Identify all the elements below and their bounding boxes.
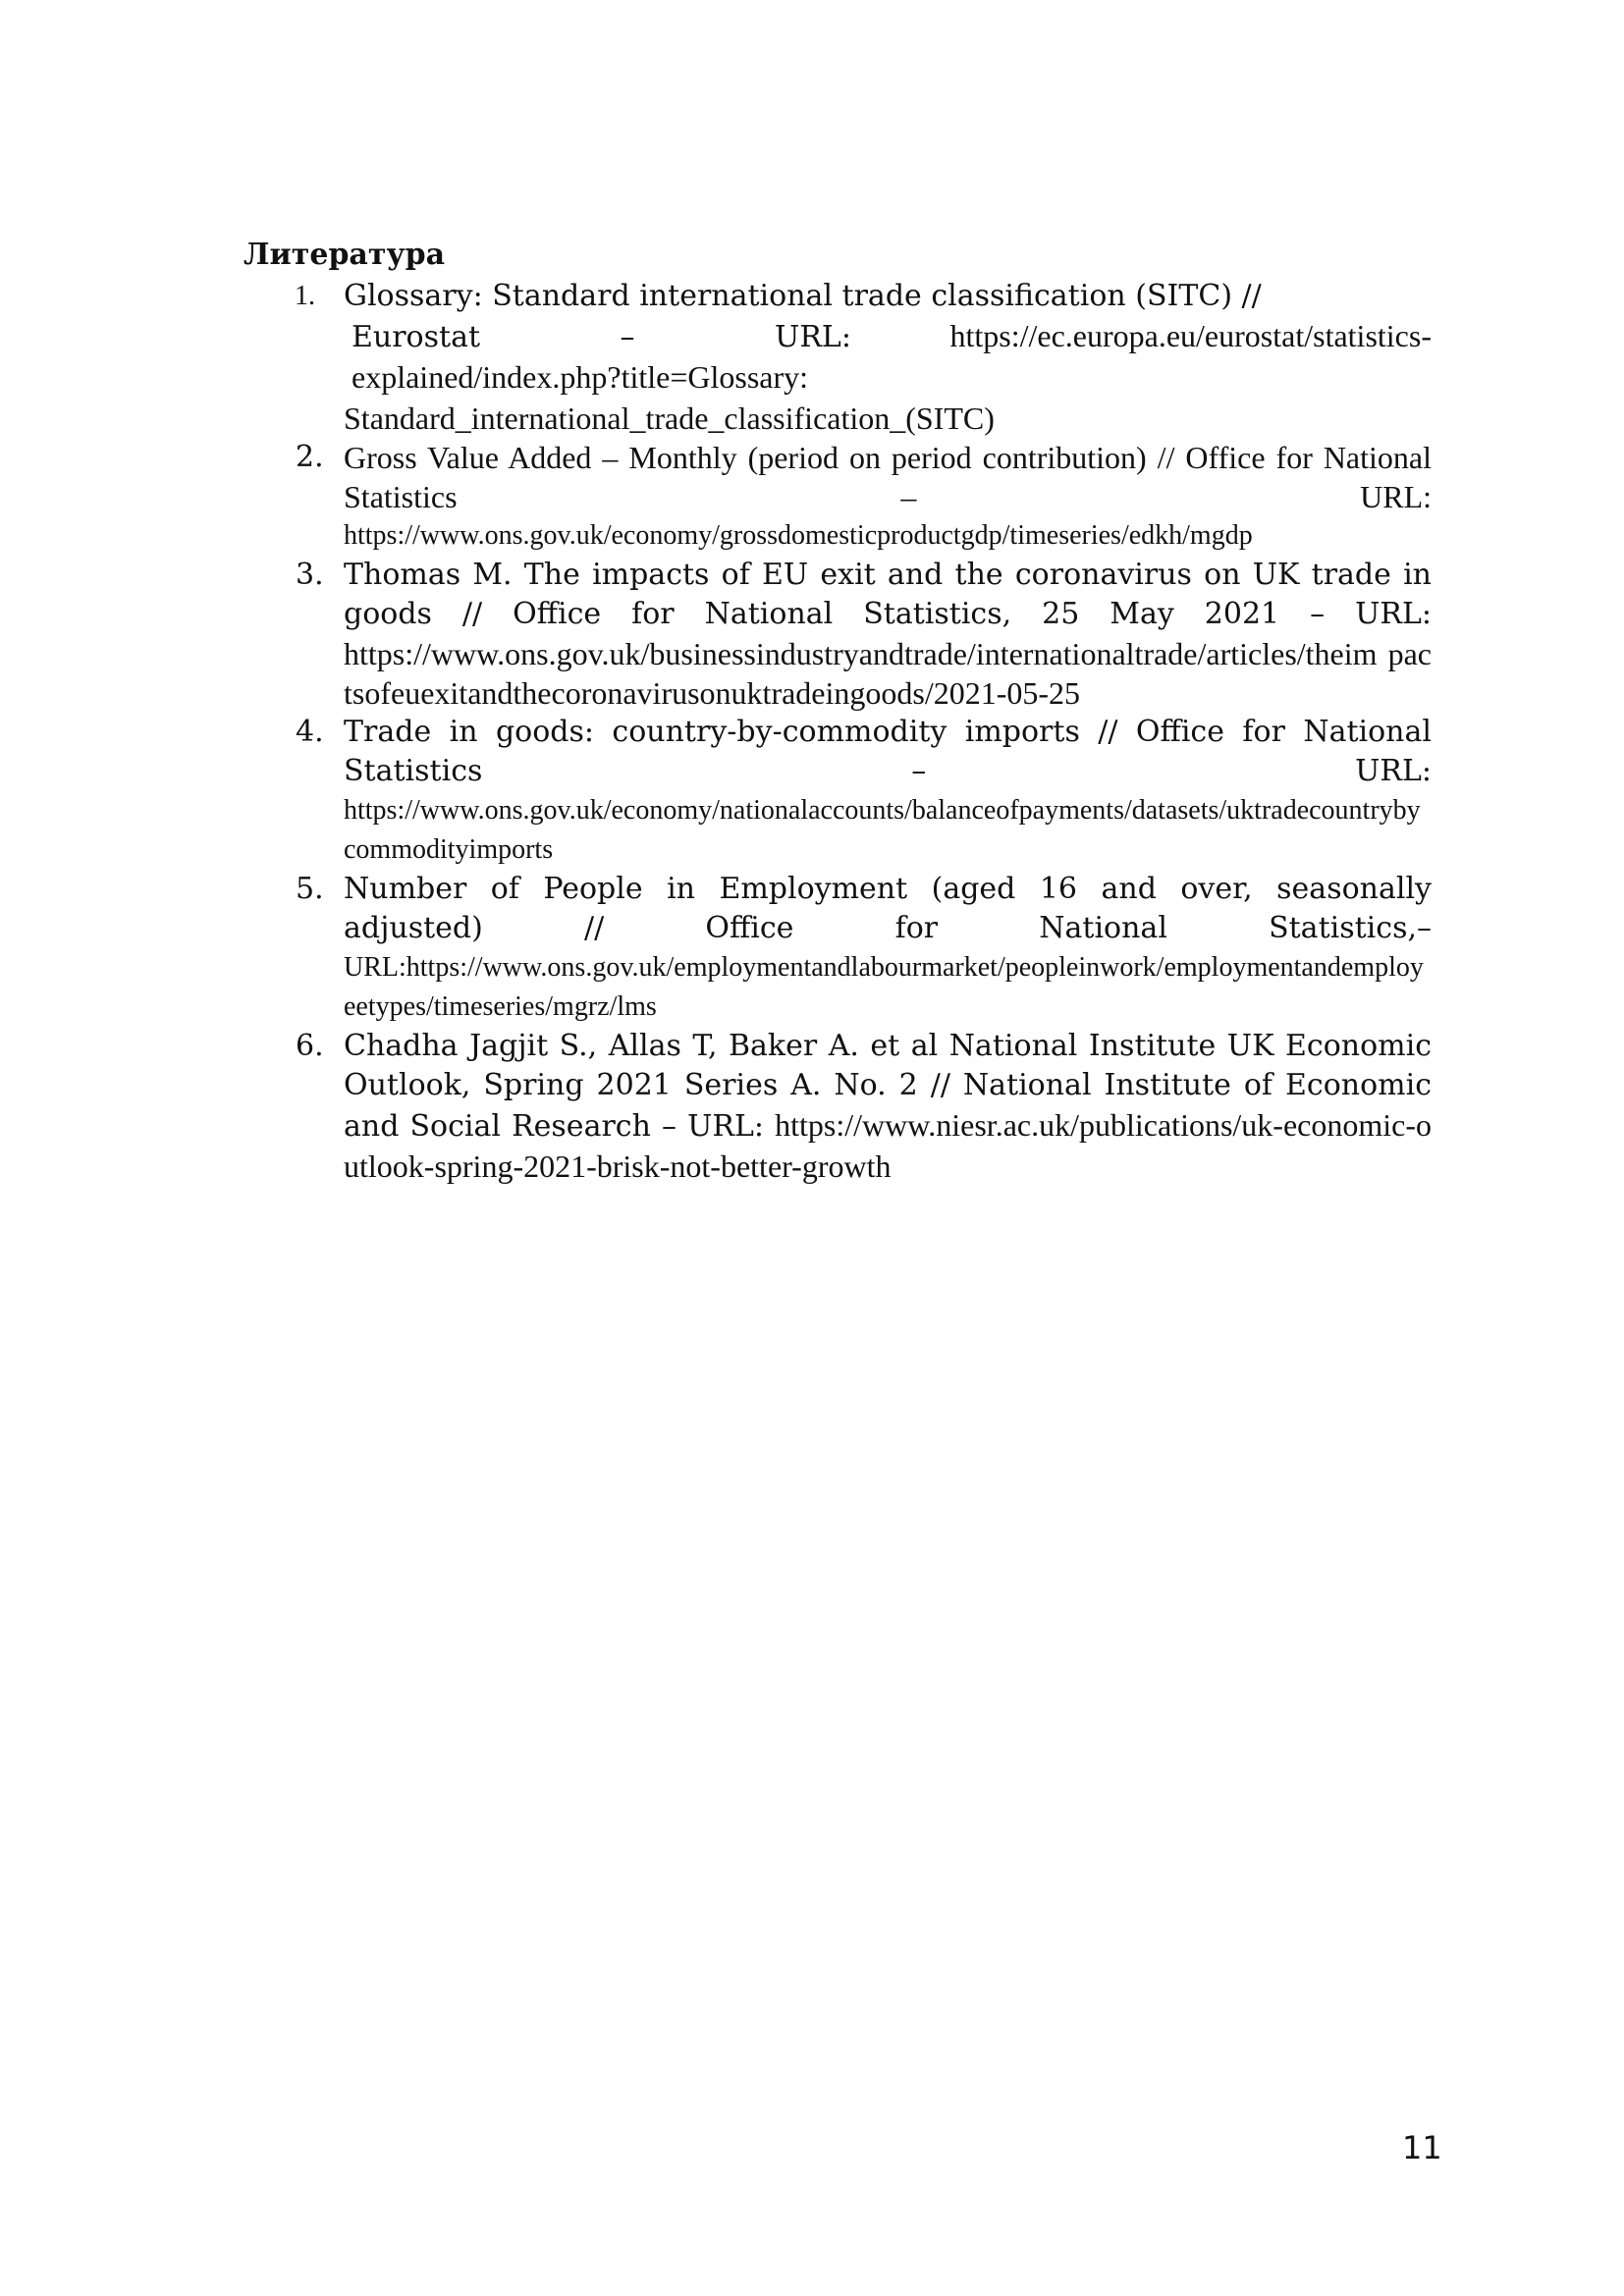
reference-text: Thomas M. The impacts of EU exit and the coronavirus on UK trade in goods // Office for National Statistics, 25 May 2021 – URL:	[344, 558, 1432, 631]
reference-number: 6.	[296, 1029, 324, 1063]
reference-url[interactable]: https://www.ons.gov.uk/economy/nationalaccounts/balanceofpayments/datasets/uktradecountrybycommodityimports	[344, 795, 1421, 865]
references-section	[244, 236, 1432, 1188]
reference-url[interactable]: https://www.ons.gov.uk/businessindustryandtrade/internationaltrade/articles/theim pactsofeuexitandthecoronavirusonuktradeingoods/2021-05-25	[344, 636, 1432, 711]
reference-number: 5.	[296, 872, 324, 906]
reference-item-6	[244, 1027, 1432, 1188]
reference-source: Eurostat – URL:	[352, 320, 851, 354]
reference-url[interactable]: URL:https://www.ons.gov.uk/employmentandlabourmarket/peopleinwork/employmentandemployeetypes/timeseries/mgrz/lms	[344, 952, 1424, 1022]
reference-text: Trade in goods: country-by-commodity imports // Office for National Statistics – URL:	[344, 715, 1432, 788]
reference-list	[244, 277, 1432, 1188]
reference-text: Number of People in Employment (aged 16 and over, seasonally adjusted) // Office for National Statistics,–	[344, 872, 1432, 945]
reference-item-1	[244, 277, 1432, 438]
reference-item-3	[244, 556, 1432, 713]
reference-number: 2.	[296, 440, 324, 474]
reference-text: Chadha Jagjit S., Allas T, Baker A. et al National Institute UK Economic Outlook, Spring 2021 Series A. No. 2 // National Institute of Economic and Social Research – URL:	[344, 1029, 1432, 1144]
reference-url[interactable]: https://www.ons.gov.uk/economy/grossdomesticproductgdp/timeseries/edkh/mgdp	[344, 520, 1253, 551]
reference-number: 1.	[295, 281, 315, 311]
reference-item-5	[244, 870, 1432, 1027]
reference-body	[344, 1027, 1432, 1188]
reference-url-tail[interactable]: Standard_international_trade_classification_(SITC)	[344, 400, 995, 436]
reference-number: 3.	[296, 558, 324, 592]
reference-item-4	[244, 713, 1432, 870]
reference-source-line	[344, 316, 1432, 399]
page-number: 11	[1402, 2129, 1442, 2166]
reference-text: Gross Value Added – Monthly (period on period contribution) // Office for National Statistics – URL:	[344, 440, 1432, 514]
reference-url[interactable]: https://ec.europa.eu/eurostat/statistics-explained/index.php?title=Glossary:	[352, 318, 1432, 395]
reference-number: 4.	[296, 715, 324, 749]
reference-item-2	[244, 438, 1432, 556]
reference-text: Glossary: Standard international trade classification (SITC) //	[344, 279, 1262, 313]
reference-url[interactable]: https://www.niesr.ac.uk/publications/uk-economic-outlook-spring-2021-brisk-not-better-growth	[344, 1107, 1432, 1184]
section-heading: Литература	[244, 238, 446, 272]
